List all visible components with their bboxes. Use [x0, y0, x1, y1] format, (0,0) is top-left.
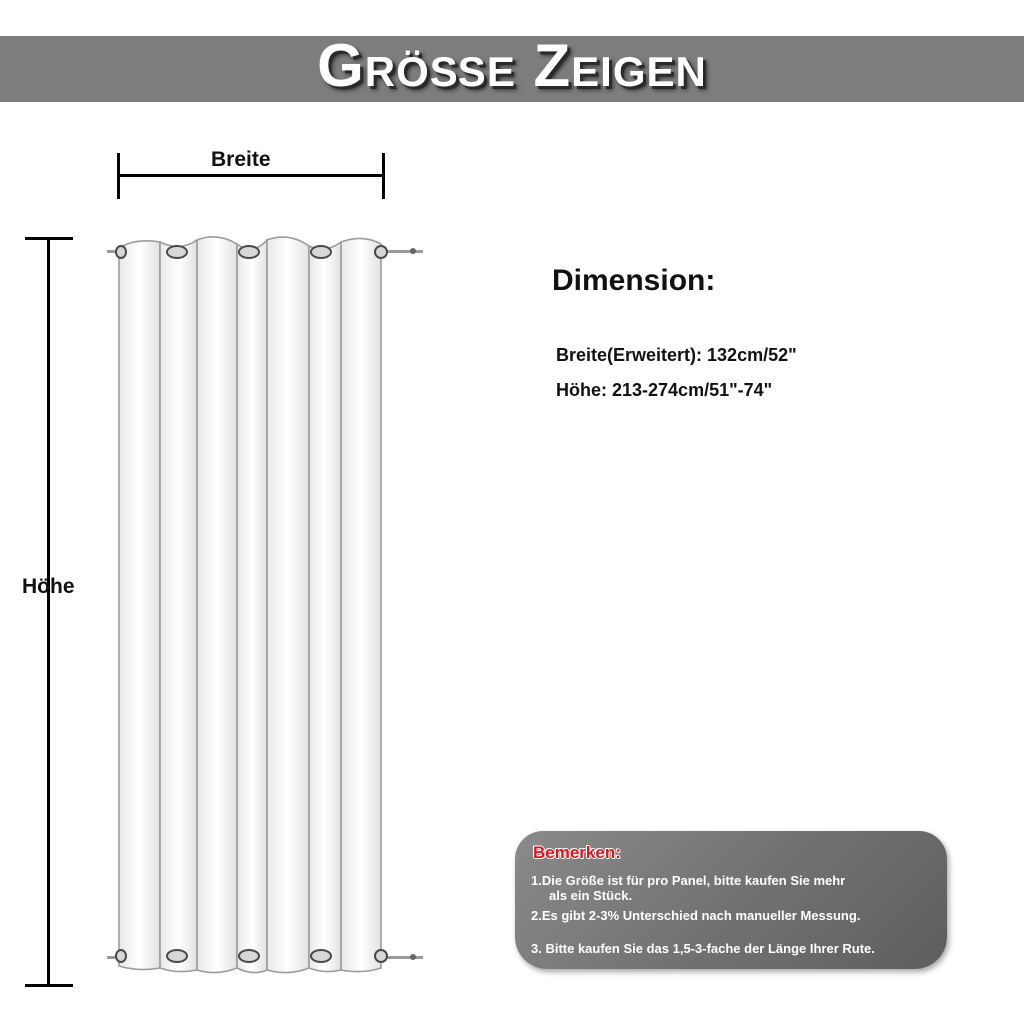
grommet: [116, 950, 126, 962]
grommet: [167, 246, 187, 258]
width-spec: Breite(Erweitert): 132cm/52": [556, 345, 797, 365]
width-arrow-right-tick: [382, 153, 385, 199]
curtain-fold: [267, 237, 309, 972]
grommet: [116, 246, 126, 258]
grommet: [375, 950, 387, 962]
rod-end-cap: [410, 248, 416, 254]
height-arrow-bottom-tick: [25, 984, 73, 987]
title-banner: [0, 31, 1024, 102]
width-label: Breite: [211, 148, 271, 171]
dimension-title: Dimension:: [552, 264, 716, 297]
curtain-fold: [309, 242, 341, 972]
height-label: Höhe: [22, 575, 75, 598]
grommet: [311, 950, 331, 962]
curtain-fold: [237, 240, 267, 973]
width-arrow-line: [118, 174, 384, 177]
curtain-illustration: [105, 228, 425, 978]
curtain-fold: [160, 240, 197, 972]
note-item-1: [531, 873, 911, 903]
grommet: [239, 950, 259, 962]
grommet: [311, 246, 331, 258]
note-item-1-line-1: 1.Die Größe ist für pro Panel, bitte kaufen Sie mehr: [531, 873, 846, 888]
note-item-2: 2.Es gibt 2-3% Unterschied nach manueller Messung.: [531, 908, 861, 923]
notes-title: Bemerken:: [533, 843, 621, 862]
note-item-1-line-2: als ein Stück.: [549, 888, 633, 903]
height-spec: Höhe: 213-274cm/51"-74": [556, 380, 773, 400]
notes-box: [515, 831, 947, 969]
grommet: [167, 950, 187, 962]
curtain-fold: [197, 237, 237, 973]
height-arrow-top-tick: [25, 237, 73, 240]
height-arrow-line: [47, 238, 50, 986]
note-item-3: 3. Bitte kaufen Sie das 1,5-3-fache der Länge Ihrer Rute.: [531, 941, 875, 956]
curtain-fold: [341, 238, 381, 971]
rod-end-cap: [410, 954, 416, 960]
grommet: [239, 246, 259, 258]
width-arrow-left-tick: [117, 153, 120, 199]
page-title: Größe Zeigen: [317, 31, 707, 99]
curtain-fold: [119, 241, 160, 970]
grommet: [375, 246, 387, 258]
